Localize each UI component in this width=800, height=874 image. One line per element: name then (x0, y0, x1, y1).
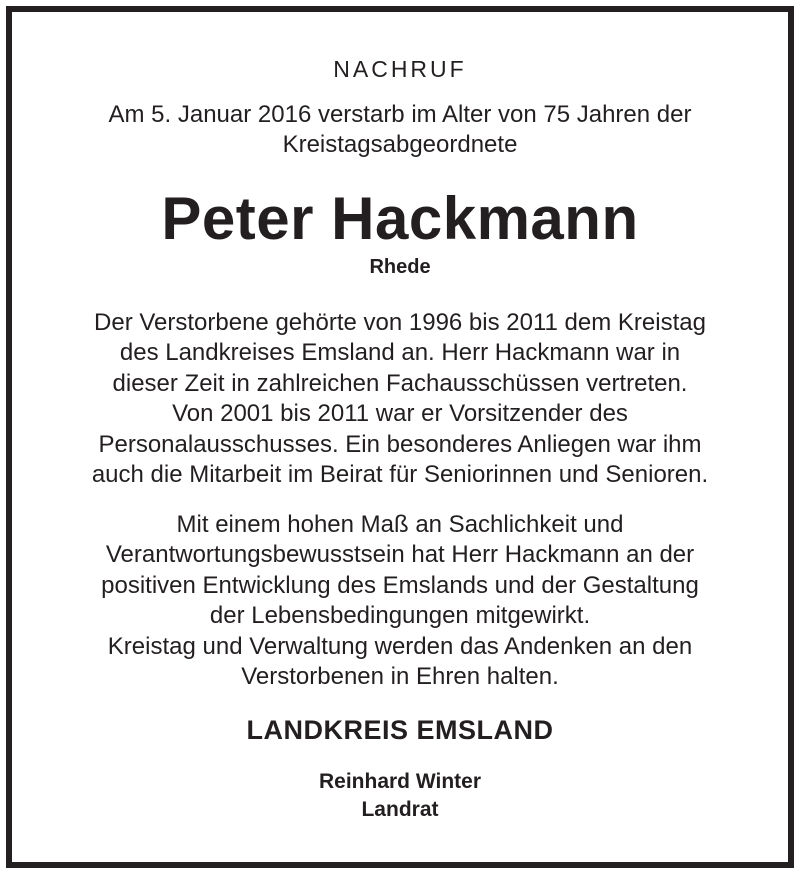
paragraph-line: Verantwortungsbewusstsein hat Herr Hackmann an der (105, 541, 695, 569)
notice-heading: NACHRUF (333, 56, 467, 82)
organization-name: LANDKREIS EMSLAND (246, 715, 554, 745)
signer-title: Landrat (361, 798, 439, 821)
intro-line: Am 5. Januar 2016 verstarb im Alter von 75 Jahren der (108, 101, 692, 128)
deceased-hometown: Rhede (369, 256, 431, 278)
paragraph-line: Mit einem hohen Maß an Sachlichkeit und (176, 511, 624, 538)
signature-block (12, 768, 788, 824)
signer-name: Reinhard Winter (319, 770, 481, 793)
paragraph-line: Von 2001 bis 2011 war er Vorsitzender des (172, 400, 628, 428)
paragraph-line: der Lebensbedingungen mitgewirkt. (209, 602, 591, 630)
paragraph-line: dieser Zeit in zahlreichen Fachausschüssen vertreten. (112, 369, 688, 397)
obituary-notice (6, 6, 794, 868)
paragraph-line: auch die Mitarbeit im Beirat für Seniorinnen und Senioren. (91, 461, 709, 489)
paragraph-line: Kreistag und Verwaltung werden das Andenken an den (107, 632, 693, 660)
biography-paragraph (12, 308, 788, 490)
tribute-paragraph (12, 510, 788, 692)
paragraph-line: positiven Entwicklung des Emslands und der Gestaltung (101, 571, 699, 599)
paragraph-line: Personalausschusses. Ein besonderes Anliegen war ihm (98, 430, 702, 458)
paragraph-line: Verstorbenen in Ehren halten. (241, 663, 559, 691)
paragraph-line: Der Verstorbene gehörte von 1996 bis 2011 dem Kreistag (94, 309, 706, 336)
deceased-name: Peter Hackmann (161, 185, 639, 252)
intro-line: Kreistagsabgeordnete (282, 131, 518, 158)
intro-text (12, 100, 788, 160)
paragraph-line: des Landkreises Emsland an. Herr Hackmann war in (119, 339, 681, 367)
